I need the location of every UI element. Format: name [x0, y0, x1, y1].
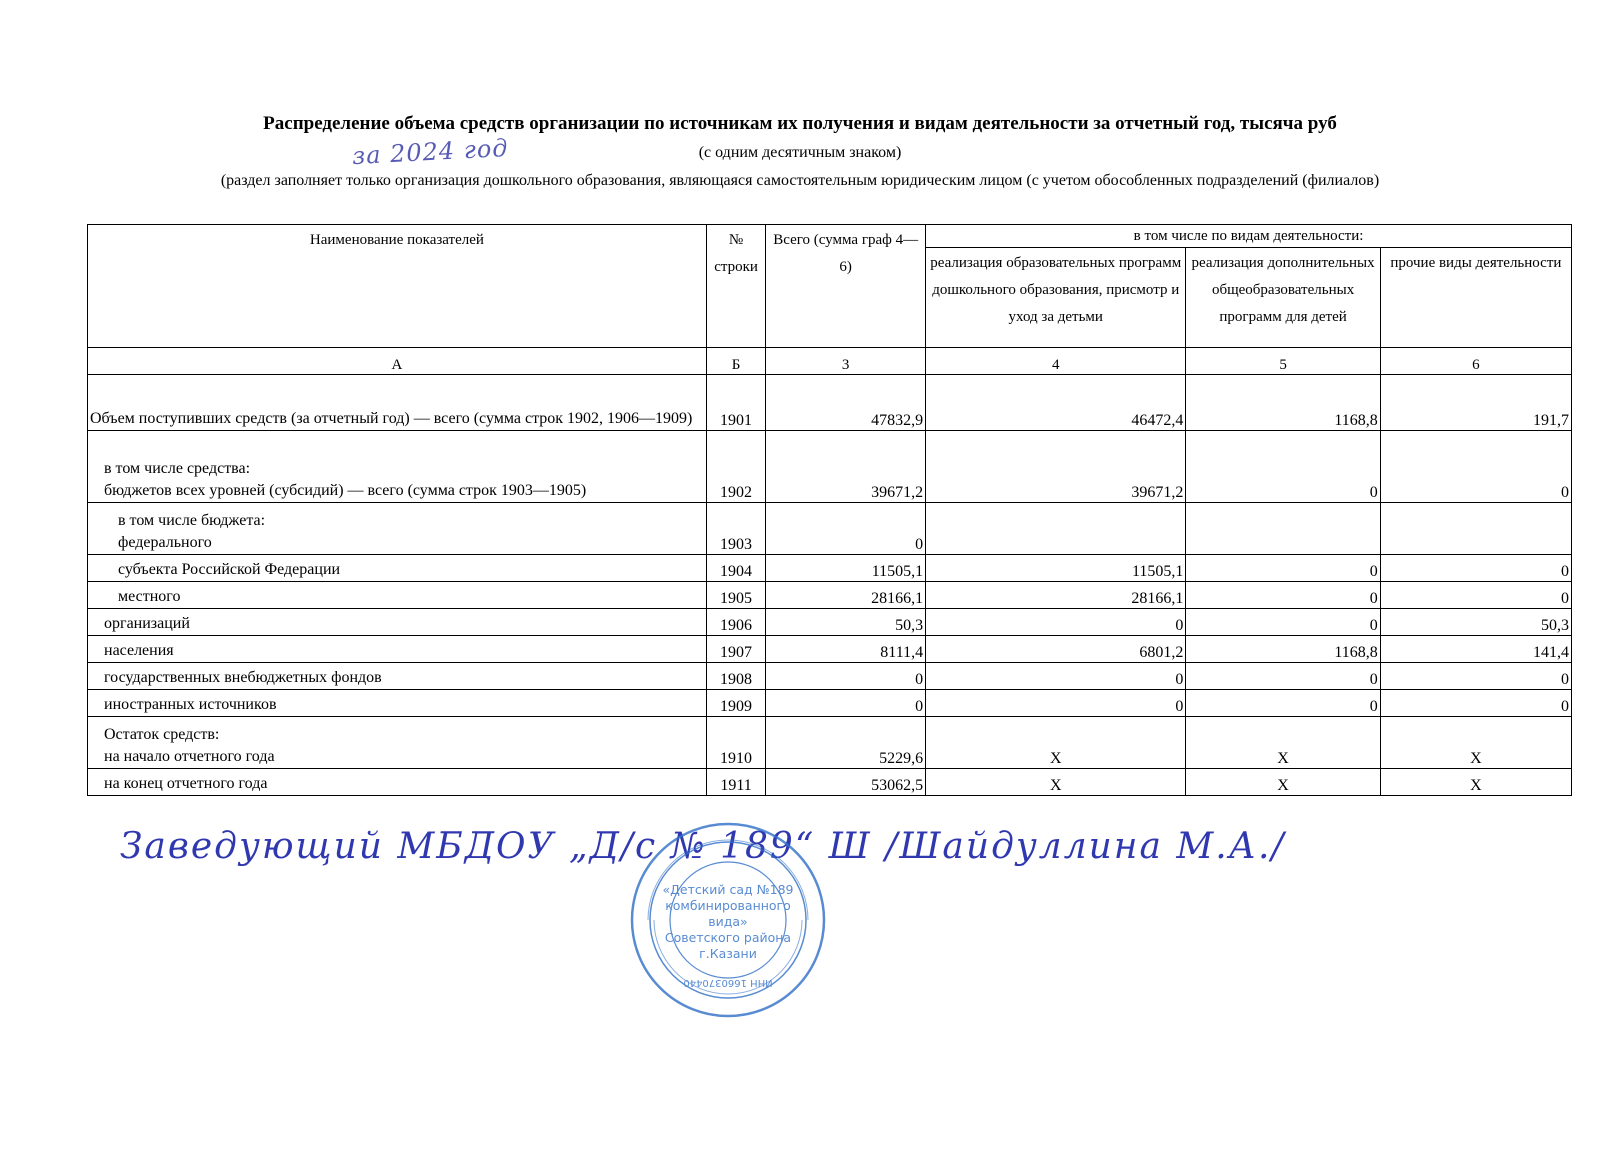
row-col5: 0 [1186, 431, 1380, 503]
header-group: в том числе по видам деятельности: [926, 225, 1572, 248]
row-name: субъекта Российской Федерации [88, 555, 707, 582]
row-total: 0 [766, 503, 926, 555]
row-col4: 0 [926, 690, 1186, 717]
row-col4: 0 [926, 663, 1186, 690]
header-col6: прочие виды деятельности [1380, 248, 1571, 348]
subtitle: (с одним десятичным знаком) [698, 144, 902, 161]
header-total: Всего (сумма граф 4—6) [766, 225, 926, 348]
row-col5: 0 [1186, 690, 1380, 717]
row-name: Остаток средств: на начало отчетного года [88, 717, 707, 769]
row-code: 1906 [706, 609, 765, 636]
table-row [88, 431, 1572, 503]
row-col4: Х [926, 717, 1186, 769]
row-code: 1904 [706, 555, 765, 582]
row-total: 28166,1 [766, 582, 926, 609]
handwritten-signature: Заведующий МБДОУ „Д/с № 189“ Ш /Шайдуллина М.А./ [120, 826, 1286, 867]
stamp-line: комбинированного [665, 898, 791, 913]
row-col6: 0 [1380, 582, 1571, 609]
row-code: 1910 [706, 717, 765, 769]
stamp-line: вида» [708, 914, 748, 929]
table-row [88, 555, 1572, 582]
header-row [88, 225, 1572, 248]
row-col5: 0 [1186, 663, 1380, 690]
row-col4: 11505,1 [926, 555, 1186, 582]
col-num: 6 [1380, 348, 1571, 375]
row-name: государственных внебюджетных фондов [88, 663, 707, 690]
official-seal [628, 820, 828, 1020]
row-col5 [1186, 503, 1380, 555]
stamp-line: «Детский сад №189 [662, 882, 794, 897]
stamp-line: Советского района [664, 930, 792, 945]
row-code: 1907 [706, 636, 765, 663]
row-col5: 0 [1186, 609, 1380, 636]
row-total: 39671,2 [766, 431, 926, 503]
row-code: 1911 [706, 769, 765, 796]
row-total: 5229,6 [766, 717, 926, 769]
col-num: Б [706, 348, 765, 375]
row-col5: 0 [1186, 555, 1380, 582]
row-col6: 141,4 [1380, 636, 1571, 663]
row-col5: 0 [1186, 582, 1380, 609]
row-name: местного [88, 582, 707, 609]
row-total: 50,3 [766, 609, 926, 636]
table-row [88, 375, 1572, 431]
row-col5: 1168,8 [1186, 375, 1380, 431]
row-col6: 191,7 [1380, 375, 1571, 431]
row-code: 1909 [706, 690, 765, 717]
row-name: населения [88, 636, 707, 663]
row-col6: 0 [1380, 431, 1571, 503]
signature-mark: Ш [828, 826, 872, 867]
col-num: 4 [926, 348, 1186, 375]
row-col6: 0 [1380, 690, 1571, 717]
table-row [88, 690, 1572, 717]
row-name: в том числе средства: бюджетов всех уровней (субсидий) — всего (сумма строк 1903—1905) [88, 431, 707, 503]
row-col5: Х [1186, 717, 1380, 769]
stamp-inn: ИНН 1660370440 [683, 977, 773, 988]
table-row [88, 769, 1572, 796]
header-name: Наименование показателей [88, 225, 707, 348]
section-note: (раздел заполняет только организация дошкольного образования, являющаяся самостоятельным юридическим лицом (с учетом обособленных подразделений (филиалов) [220, 172, 1380, 189]
row-col4: 39671,2 [926, 431, 1186, 503]
row-col6: Х [1380, 717, 1571, 769]
table-row [88, 717, 1572, 769]
row-col4: 6801,2 [926, 636, 1186, 663]
row-name: Объем поступивших средств (за отчетный год) — всего (сумма строк 1902, 1906—1909) [88, 375, 707, 431]
row-code: 1903 [706, 503, 765, 555]
row-col4: Х [926, 769, 1186, 796]
row-col6: 0 [1380, 555, 1571, 582]
table-row [88, 663, 1572, 690]
row-total: 11505,1 [766, 555, 926, 582]
row-col4: 28166,1 [926, 582, 1186, 609]
table-row [88, 582, 1572, 609]
row-col6 [1380, 503, 1571, 555]
row-code: 1908 [706, 663, 765, 690]
row-name: в том числе бюджета: федерального [88, 503, 707, 555]
row-col6: 50,3 [1380, 609, 1571, 636]
row-name: иностранных источников [88, 690, 707, 717]
row-col6: Х [1380, 769, 1571, 796]
col-num: 3 [766, 348, 926, 375]
table-row [88, 503, 1572, 555]
row-total: 0 [766, 663, 926, 690]
row-total: 47832,9 [766, 375, 926, 431]
row-total: 8111,4 [766, 636, 926, 663]
header-row-no: № строки [706, 225, 765, 348]
table-row [88, 609, 1572, 636]
row-name: организаций [88, 609, 707, 636]
stamp-line: г.Казани [699, 946, 757, 961]
page-title: Распределение объема средств организации по источникам их получения и видам деятельности за отчетный год, тысяча руб [263, 113, 1337, 134]
header-col5: реализация дополнительных общеобразовательных программ для детей [1186, 248, 1380, 348]
report-table [87, 224, 1572, 796]
column-number-row [88, 348, 1572, 375]
row-col4 [926, 503, 1186, 555]
header-col4: реализация образовательных программ дошкольного образования, присмотр и уход за детьми [926, 248, 1186, 348]
row-col4: 46472,4 [926, 375, 1186, 431]
row-total: 53062,5 [766, 769, 926, 796]
row-code: 1905 [706, 582, 765, 609]
col-num: А [88, 348, 707, 375]
row-code: 1902 [706, 431, 765, 503]
col-num: 5 [1186, 348, 1380, 375]
row-col4: 0 [926, 609, 1186, 636]
handwritten-year: за 2024 год [351, 133, 510, 171]
row-col6: 0 [1380, 663, 1571, 690]
row-name: на конец отчетного года [88, 769, 707, 796]
row-total: 0 [766, 690, 926, 717]
row-code: 1901 [706, 375, 765, 431]
table-row [88, 636, 1572, 663]
row-col5: 1168,8 [1186, 636, 1380, 663]
row-col5: Х [1186, 769, 1380, 796]
